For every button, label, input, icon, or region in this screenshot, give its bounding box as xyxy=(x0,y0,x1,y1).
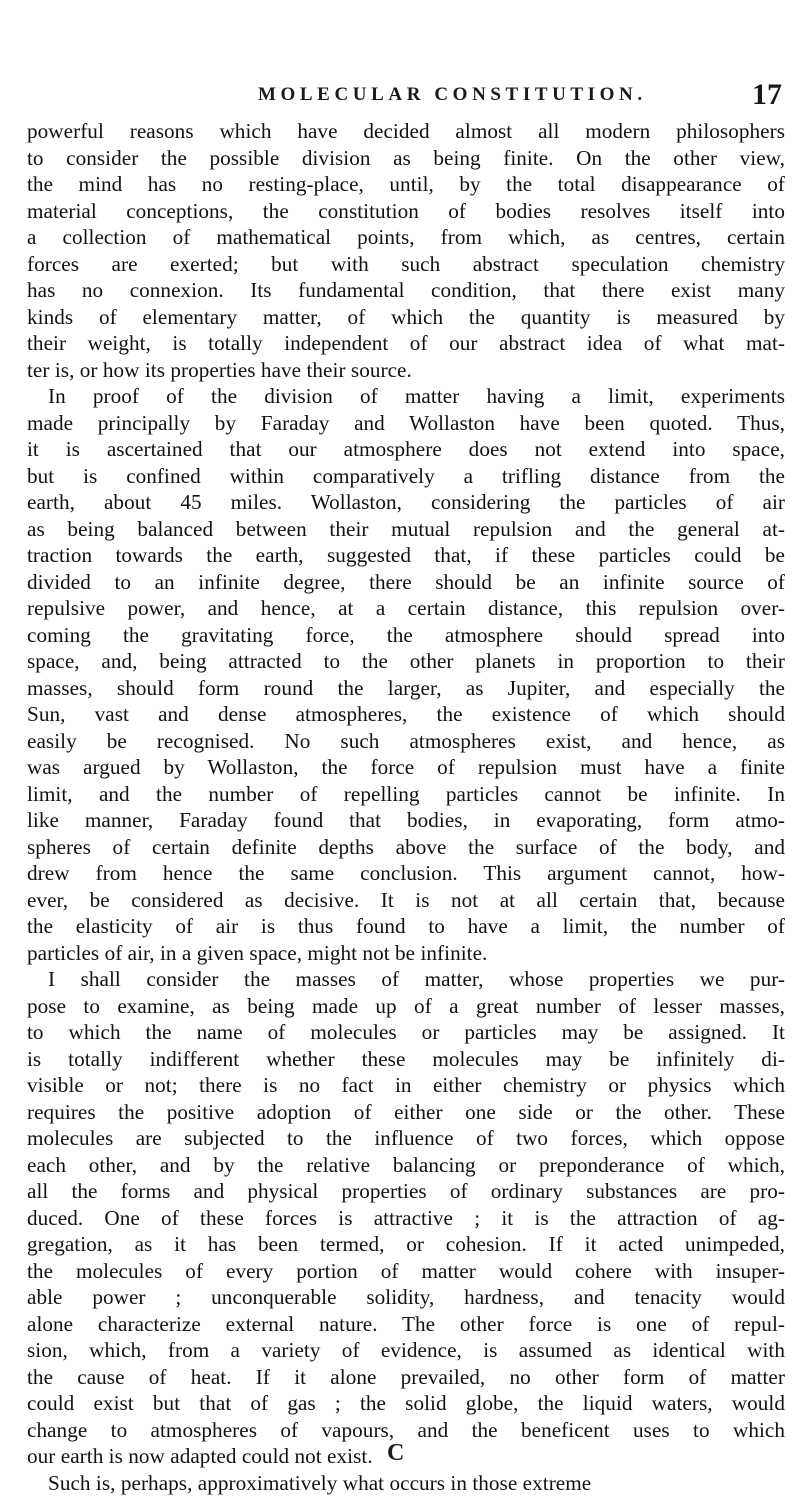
text-line: duced. One of these forces is attractive ; it is the attraction of ag- xyxy=(27,1205,785,1232)
text-line: repulsive power, and hence, at a certain distance, this repulsion over- xyxy=(27,595,785,622)
text-line: drew from hence the same conclusion. This argument cannot, how- xyxy=(27,860,785,887)
text-line: is totally indifferent whether these molecules may be infinitely di- xyxy=(27,1046,785,1073)
paragraph xyxy=(27,966,785,1470)
text-line: easily be recognised. No such atmospheres exist, and hence, as xyxy=(27,728,785,755)
text-line: the molecules of every portion of matter would cohere with insuper- xyxy=(27,1258,785,1285)
text-line: like manner, Faraday found that bodies, in evaporating, form atmo- xyxy=(27,807,785,834)
text-line: space, and, being attracted to the other planets in proportion to their xyxy=(27,648,785,675)
text-line: ever, be considered as decisive. It is not at all certain that, because xyxy=(27,887,785,914)
text-line: able power ; unconquerable solidity, hardness, and tenacity would xyxy=(27,1284,785,1311)
text-line: sion, which, from a variety of evidence, is assumed as identical with xyxy=(27,1337,785,1364)
text-line: it is ascertained that our atmosphere does not extend into space, xyxy=(27,436,785,463)
text-line: molecules are subjected to the influence of two forces, which oppose xyxy=(27,1125,785,1152)
text-line: as being balanced between their mutual repulsion and the general at- xyxy=(27,516,785,543)
page-number: 17 xyxy=(752,78,782,112)
text-line: requires the positive adoption of either one side or the other. These xyxy=(27,1099,785,1126)
text-line: divided to an infinite degree, there should be an infinite source of xyxy=(27,569,785,596)
text-line: the elasticity of air is thus found to have a limit, the number of xyxy=(27,913,785,940)
text-line: to consider the possible division as being finite. On the other view, xyxy=(27,145,785,172)
text-line: earth, about 45 miles. Wollaston, considering the particles of air xyxy=(27,489,785,516)
paragraph xyxy=(27,1470,785,1496)
running-header xyxy=(0,80,801,120)
text-line: our earth is now adapted could not exist. xyxy=(27,1443,785,1470)
text-line: traction towards the earth, suggested that, if these particles could be xyxy=(27,542,785,569)
text-line: pose to examine, as being made up of a great number of lesser masses, xyxy=(27,993,785,1020)
text-line: a collection of mathematical points, from which, as centres, certain xyxy=(27,224,785,251)
text-line: the mind has no resting-place, until, by the total disappearance of xyxy=(27,171,785,198)
paragraph xyxy=(27,118,785,383)
text-line: all the forms and physical properties of ordinary substances are pro- xyxy=(27,1178,785,1205)
text-line: gregation, as it has been termed, or cohesion. If it acted unimpeded, xyxy=(27,1231,785,1258)
text-line: their weight, is totally independent of our abstract idea of what mat- xyxy=(27,330,785,357)
text-line: material conceptions, the constitution of bodies resolves itself into xyxy=(27,198,785,225)
paragraph xyxy=(27,383,785,966)
text-line: Sun, vast and dense atmospheres, the existence of which should xyxy=(27,701,785,728)
text-line: alone characterize external nature. The other force is one of repul- xyxy=(27,1311,785,1338)
text-line: each other, and by the relative balancing or preponderance of which, xyxy=(27,1152,785,1179)
text-line: In proof of the division of matter having a limit, experiments xyxy=(27,383,785,410)
running-title: MOLECULAR CONSTITUTION. xyxy=(258,84,647,106)
body-text xyxy=(27,118,785,1496)
text-line: masses, should form round the larger, as Jupiter, and especially the xyxy=(27,675,785,702)
text-line: has no connexion. Its fundamental condition, that there exist many xyxy=(27,277,785,304)
signature-mark: C xyxy=(387,1440,404,1467)
text-line: to which the name of molecules or particles may be assigned. It xyxy=(27,1019,785,1046)
text-line: change to atmospheres of vapours, and the beneficent uses to which xyxy=(27,1417,785,1444)
text-line: but is confined within comparatively a trifling distance from the xyxy=(27,463,785,490)
text-line: particles of air, in a given space, might not be infinite. xyxy=(27,940,785,967)
text-line: spheres of certain definite depths above the surface of the body, and xyxy=(27,834,785,861)
text-line: visible or not; there is no fact in either chemistry or physics which xyxy=(27,1072,785,1099)
text-line: forces are exerted; but with such abstract speculation chemistry xyxy=(27,251,785,278)
text-line: limit, and the number of repelling particles cannot be infinite. In xyxy=(27,781,785,808)
text-line: kinds of elementary matter, of which the quantity is measured by xyxy=(27,304,785,331)
text-line: Such is, perhaps, approximatively what occurs in those extreme xyxy=(27,1470,785,1496)
text-line: could exist but that of gas ; the solid globe, the liquid waters, would xyxy=(27,1390,785,1417)
text-line: was argued by Wollaston, the force of repulsion must have a finite xyxy=(27,754,785,781)
text-line: ter is, or how its properties have their source. xyxy=(27,357,785,384)
text-line: made principally by Faraday and Wollaston have been quoted. Thus, xyxy=(27,410,785,437)
text-line: coming the gravitating force, the atmosphere should spread into xyxy=(27,622,785,649)
text-line: the cause of heat. If it alone prevailed, no other form of matter xyxy=(27,1364,785,1391)
text-line: powerful reasons which have decided almost all modern philosophers xyxy=(27,118,785,145)
text-line: I shall consider the masses of matter, whose properties we pur- xyxy=(27,966,785,993)
